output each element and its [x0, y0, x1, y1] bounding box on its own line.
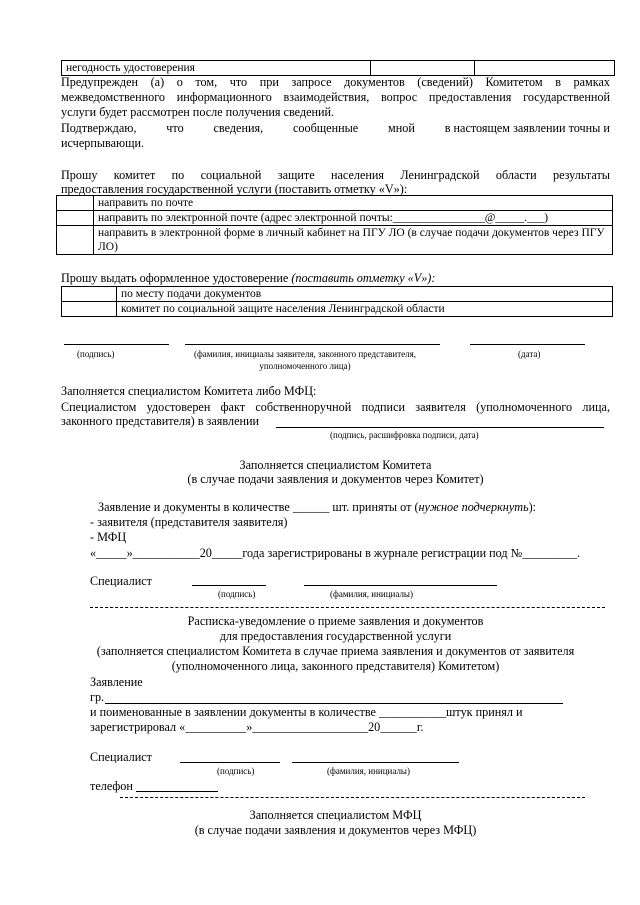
top-table [61, 60, 615, 76]
accepted-post: ): [528, 500, 537, 514]
confirm-line [61, 121, 610, 136]
issue-option-row[interactable] [62, 302, 613, 317]
checkbox-cell[interactable] [57, 211, 94, 226]
result-option-row[interactable] [57, 196, 613, 211]
checkbox-cell[interactable] [57, 196, 94, 211]
separator-line [90, 607, 605, 608]
receipt-title: (уполномоченного лица, законного представителя) Комитетом) [171, 659, 500, 673]
confirm-word: сообщенные [292, 121, 359, 135]
specialist-line: законного представителя) в заявлении [61, 414, 260, 428]
committee-item: - заявителя (представителя заявителя) [90, 515, 288, 529]
committee-accepted [98, 500, 536, 515]
issue-options-table [61, 286, 613, 317]
receipt-title: Расписка-уведомление о приеме заявления и документов [187, 614, 484, 628]
warning-line: межведомственного информационного взаимодействия, вопрос предоставления государственной [61, 90, 610, 104]
confirm-word: сведения, [213, 121, 264, 135]
signature-caption: (подпись) [77, 349, 115, 359]
receipt-statement: Заявление [90, 675, 143, 689]
specialist-signature-line[interactable] [276, 427, 604, 428]
mfc-title: Заполняется специалистом МФЦ [249, 808, 422, 822]
receipt-name-caption: (фамилия, инициалы) [327, 766, 410, 776]
request-line: Прошу комитет по социальной защите населения Ленинградской области результаты [61, 168, 610, 182]
receipt-title: для предоставления государственной услуги [219, 629, 452, 643]
committee-sign-line[interactable] [192, 585, 266, 586]
result-option-row[interactable] [57, 226, 613, 255]
date-line[interactable] [470, 344, 585, 345]
top-table-cell: негодность удостоверения [62, 61, 371, 76]
receipt-citizen: гр. [90, 690, 105, 704]
result-options-table [56, 195, 613, 255]
issue-label [61, 271, 435, 286]
specialist-line: Специалистом удостоверен факт собственноручной подписи заявителя (уполномоченного лица, [61, 400, 610, 414]
result-option-label: направить по электронной почте (адрес электронной почты:________________@_____.___) [94, 211, 613, 226]
committee-item: - МФЦ [90, 530, 127, 544]
warning-line: услуги будет рассмотрен после получения сведений. [61, 105, 335, 119]
receipt-sign-line[interactable] [180, 762, 280, 763]
confirm-word: в настоящем заявлении точны и [444, 121, 610, 135]
warning-line: Предупрежден (а) о том, что при запросе документов (сведений) Комитетом в рамках [61, 75, 610, 89]
committee-specialist-label: Специалист [90, 574, 152, 588]
name-caption: (фамилия, инициалы заявителя, законного представителя, [193, 349, 417, 359]
name-caption: уполномоченного лица) [259, 361, 351, 371]
committee-registered: «_____»___________20_____года зарегистрированы в журнале регистрации под №_________. [90, 546, 581, 560]
issue-option-label: по месту подачи документов [117, 287, 613, 302]
receipt-phone: телефон [90, 779, 133, 793]
mfc-subtitle: (в случае подачи заявления и документов через МФЦ) [194, 823, 477, 837]
committee-subtitle: (в случае подачи заявления и документов через Комитет) [187, 472, 484, 486]
confirm-word: мной [388, 121, 415, 135]
name-line[interactable] [185, 344, 440, 345]
issue-label-text: Прошу выдать оформленное удостоверение [61, 271, 292, 285]
receipt-phone-line[interactable] [136, 791, 218, 792]
committee-name-caption: (фамилия, инициалы) [330, 589, 413, 599]
result-option-label: направить по почте [94, 196, 613, 211]
issue-option-label: комитет по социальной защите населения Ленинградской области [117, 302, 613, 317]
checkbox-cell[interactable] [62, 302, 117, 317]
separator-line [120, 797, 585, 798]
specialist-caption: (подпись, расшифровка подписи, дата) [330, 430, 479, 440]
accepted-italic: нужное подчеркнуть [418, 500, 529, 514]
committee-title: Заполняется специалистом Комитета [239, 458, 432, 472]
result-option-label: направить в электронной форме в личный кабинет на ПГУ ЛО (в случае подачи документов через ПГУ ЛО) [94, 226, 613, 255]
receipt-name-line[interactable] [292, 762, 459, 763]
committee-name-line[interactable] [304, 585, 497, 586]
issue-label-italic: (поставить отметку «V»): [291, 271, 436, 285]
specialist-heading: Заполняется специалистом Комитета либо МФЦ: [61, 384, 317, 398]
confirm-word: что [166, 121, 184, 135]
result-option-row[interactable] [57, 211, 613, 226]
checkbox-cell[interactable] [57, 226, 94, 255]
request-line: предоставления государственной услуги (поставить отметку «V»): [61, 182, 408, 196]
receipt-title: (заполняется специалистом Комитета в случае приема заявления и документов от заявителя [96, 644, 575, 658]
issue-option-row[interactable] [62, 287, 613, 302]
top-table-cell-empty [371, 61, 475, 76]
signature-line[interactable] [64, 344, 169, 345]
date-caption: (дата) [518, 349, 541, 359]
receipt-registered: зарегистрировал «__________»___________________20______г. [90, 720, 424, 734]
committee-sign-caption: (подпись) [218, 589, 256, 599]
receipt-citizen-line[interactable] [105, 703, 563, 704]
accepted-pre: Заявление и документы в количестве ______ шт. приняты от ( [98, 500, 419, 514]
receipt-sign-caption: (подпись) [217, 766, 255, 776]
checkbox-cell[interactable] [62, 287, 117, 302]
receipt-specialist-label: Специалист [90, 750, 152, 764]
receipt-docs: и поименованные в заявлении документы в количестве ___________штук принял и [90, 705, 523, 719]
confirm-line: исчерпывающи. [61, 136, 145, 150]
confirm-word: Подтверждаю, [61, 121, 137, 135]
top-table-cell-empty [475, 61, 615, 76]
